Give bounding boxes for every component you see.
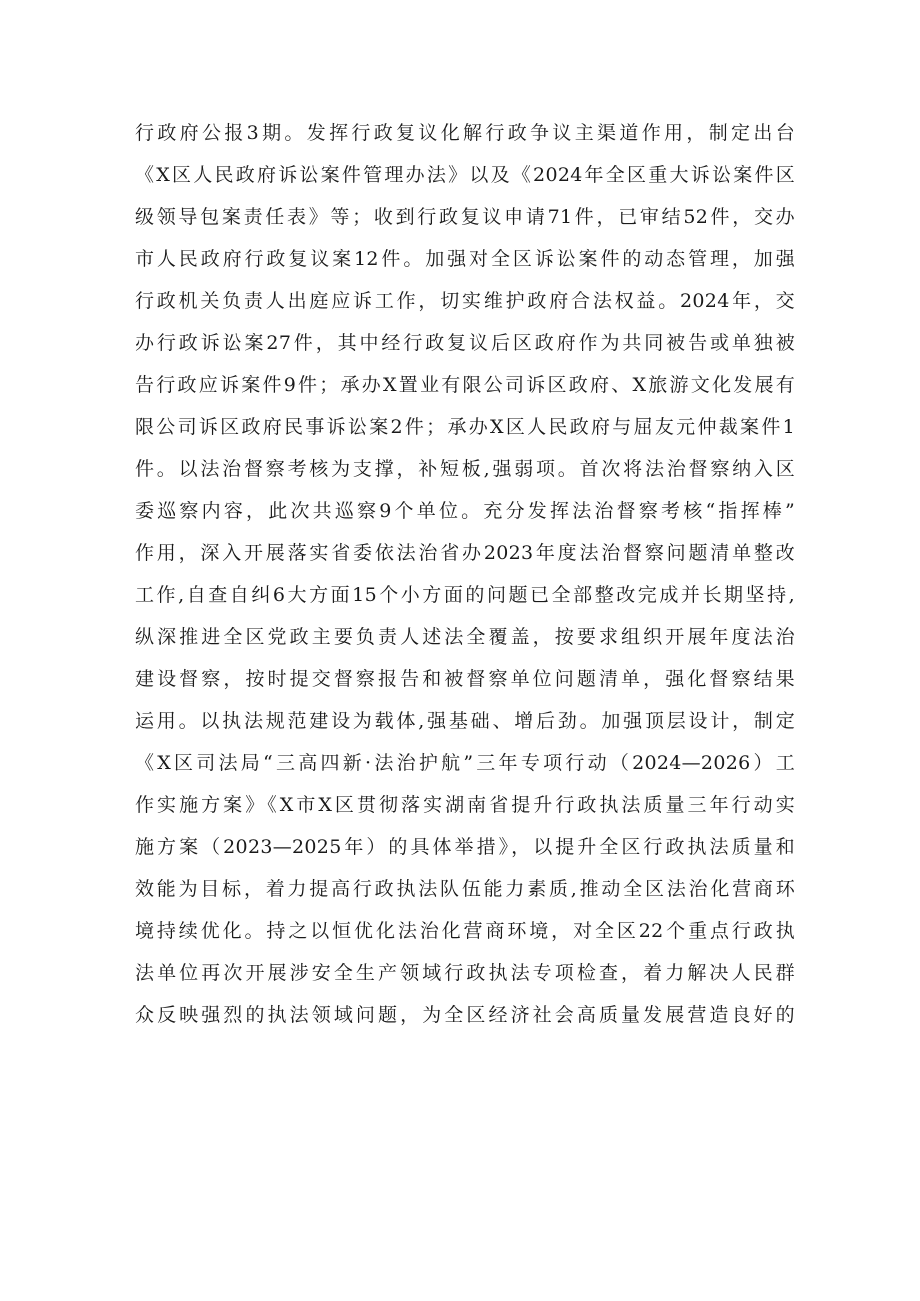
text-line-7: 告行政应诉案件9件；承办X置业有限公司诉区政府、X旅游文化发展有 [135,374,795,396]
text-line-9: 件。以法治督察考核为支撑，补短板,强弱项。首次将法治督察纳入区 [135,458,795,480]
text-line-17: 作实施方案》《X市X区贯彻落实湖南省提升行政执法质量三年行动实 [135,794,795,816]
text-line-20: 境持续优化。持之以恒优化法治化营商环境，对全区22个重点行政执 [135,920,795,942]
text-line-6: 办行政诉讼案27件，其中经行政复议后区政府作为共同被告或单独被 [135,332,795,354]
text-line-2: 《X区人民政府诉讼案件管理办法》以及《2024年全区重大诉讼案件区 [135,164,795,186]
text-line-21: 法单位再次开展涉安全生产领域行政执法专项检查，着力解决人民群 [135,962,795,984]
text-line-22: 众反映强烈的执法领域问题，为全区经济社会高质量发展营造良好的 [135,1004,795,1026]
text-line-4: 市人民政府行政复议案12件。加强对全区诉讼案件的动态管理，加强 [135,248,795,270]
text-line-1: 行政府公报3期。发挥行政复议化解行政争议主渠道作用，制定出台 [135,122,795,144]
text-line-12: 工作,自查自纠6大方面15个小方面的问题已全部整改完成并长期坚持, [135,584,795,606]
text-line-14: 建设督察，按时提交督察报告和被督察单位问题清单，强化督察结果 [135,668,795,690]
text-line-16: 《X区司法局“三高四新·法治护航”三年专项行动（2024—2026）工 [135,752,795,774]
text-line-19: 效能为目标，着力提高行政执法队伍能力素质,推动全区法治化营商环 [135,878,795,900]
text-line-15: 运用。以执法规范建设为载体,强基础、增后劲。加强顶层设计，制定 [135,710,795,732]
text-line-13: 纵深推进全区党政主要负责人述法全覆盖，按要求组织开展年度法治 [135,626,795,648]
text-line-8: 限公司诉区政府民事诉讼案2件；承办X区人民政府与屈友元仲裁案件1 [135,416,795,438]
body-paragraph [135,112,795,1036]
text-line-10: 委巡察内容，此次共巡察9个单位。充分发挥法治督察考核“指挥棒” [135,500,795,522]
text-line-18: 施方案（2023—2025年）的具体举措》，以提升全区行政执法质量和 [135,836,795,858]
text-line-3: 级领导包案责任表》等；收到行政复议申请71件，已审结52件，交办 [135,206,795,228]
text-line-5: 行政机关负责人出庭应诉工作，切实维护政府合法权益。2024年，交 [135,290,795,312]
text-line-11: 作用，深入开展落实省委依法治省办2023年度法治督察问题清单整改 [135,542,795,564]
